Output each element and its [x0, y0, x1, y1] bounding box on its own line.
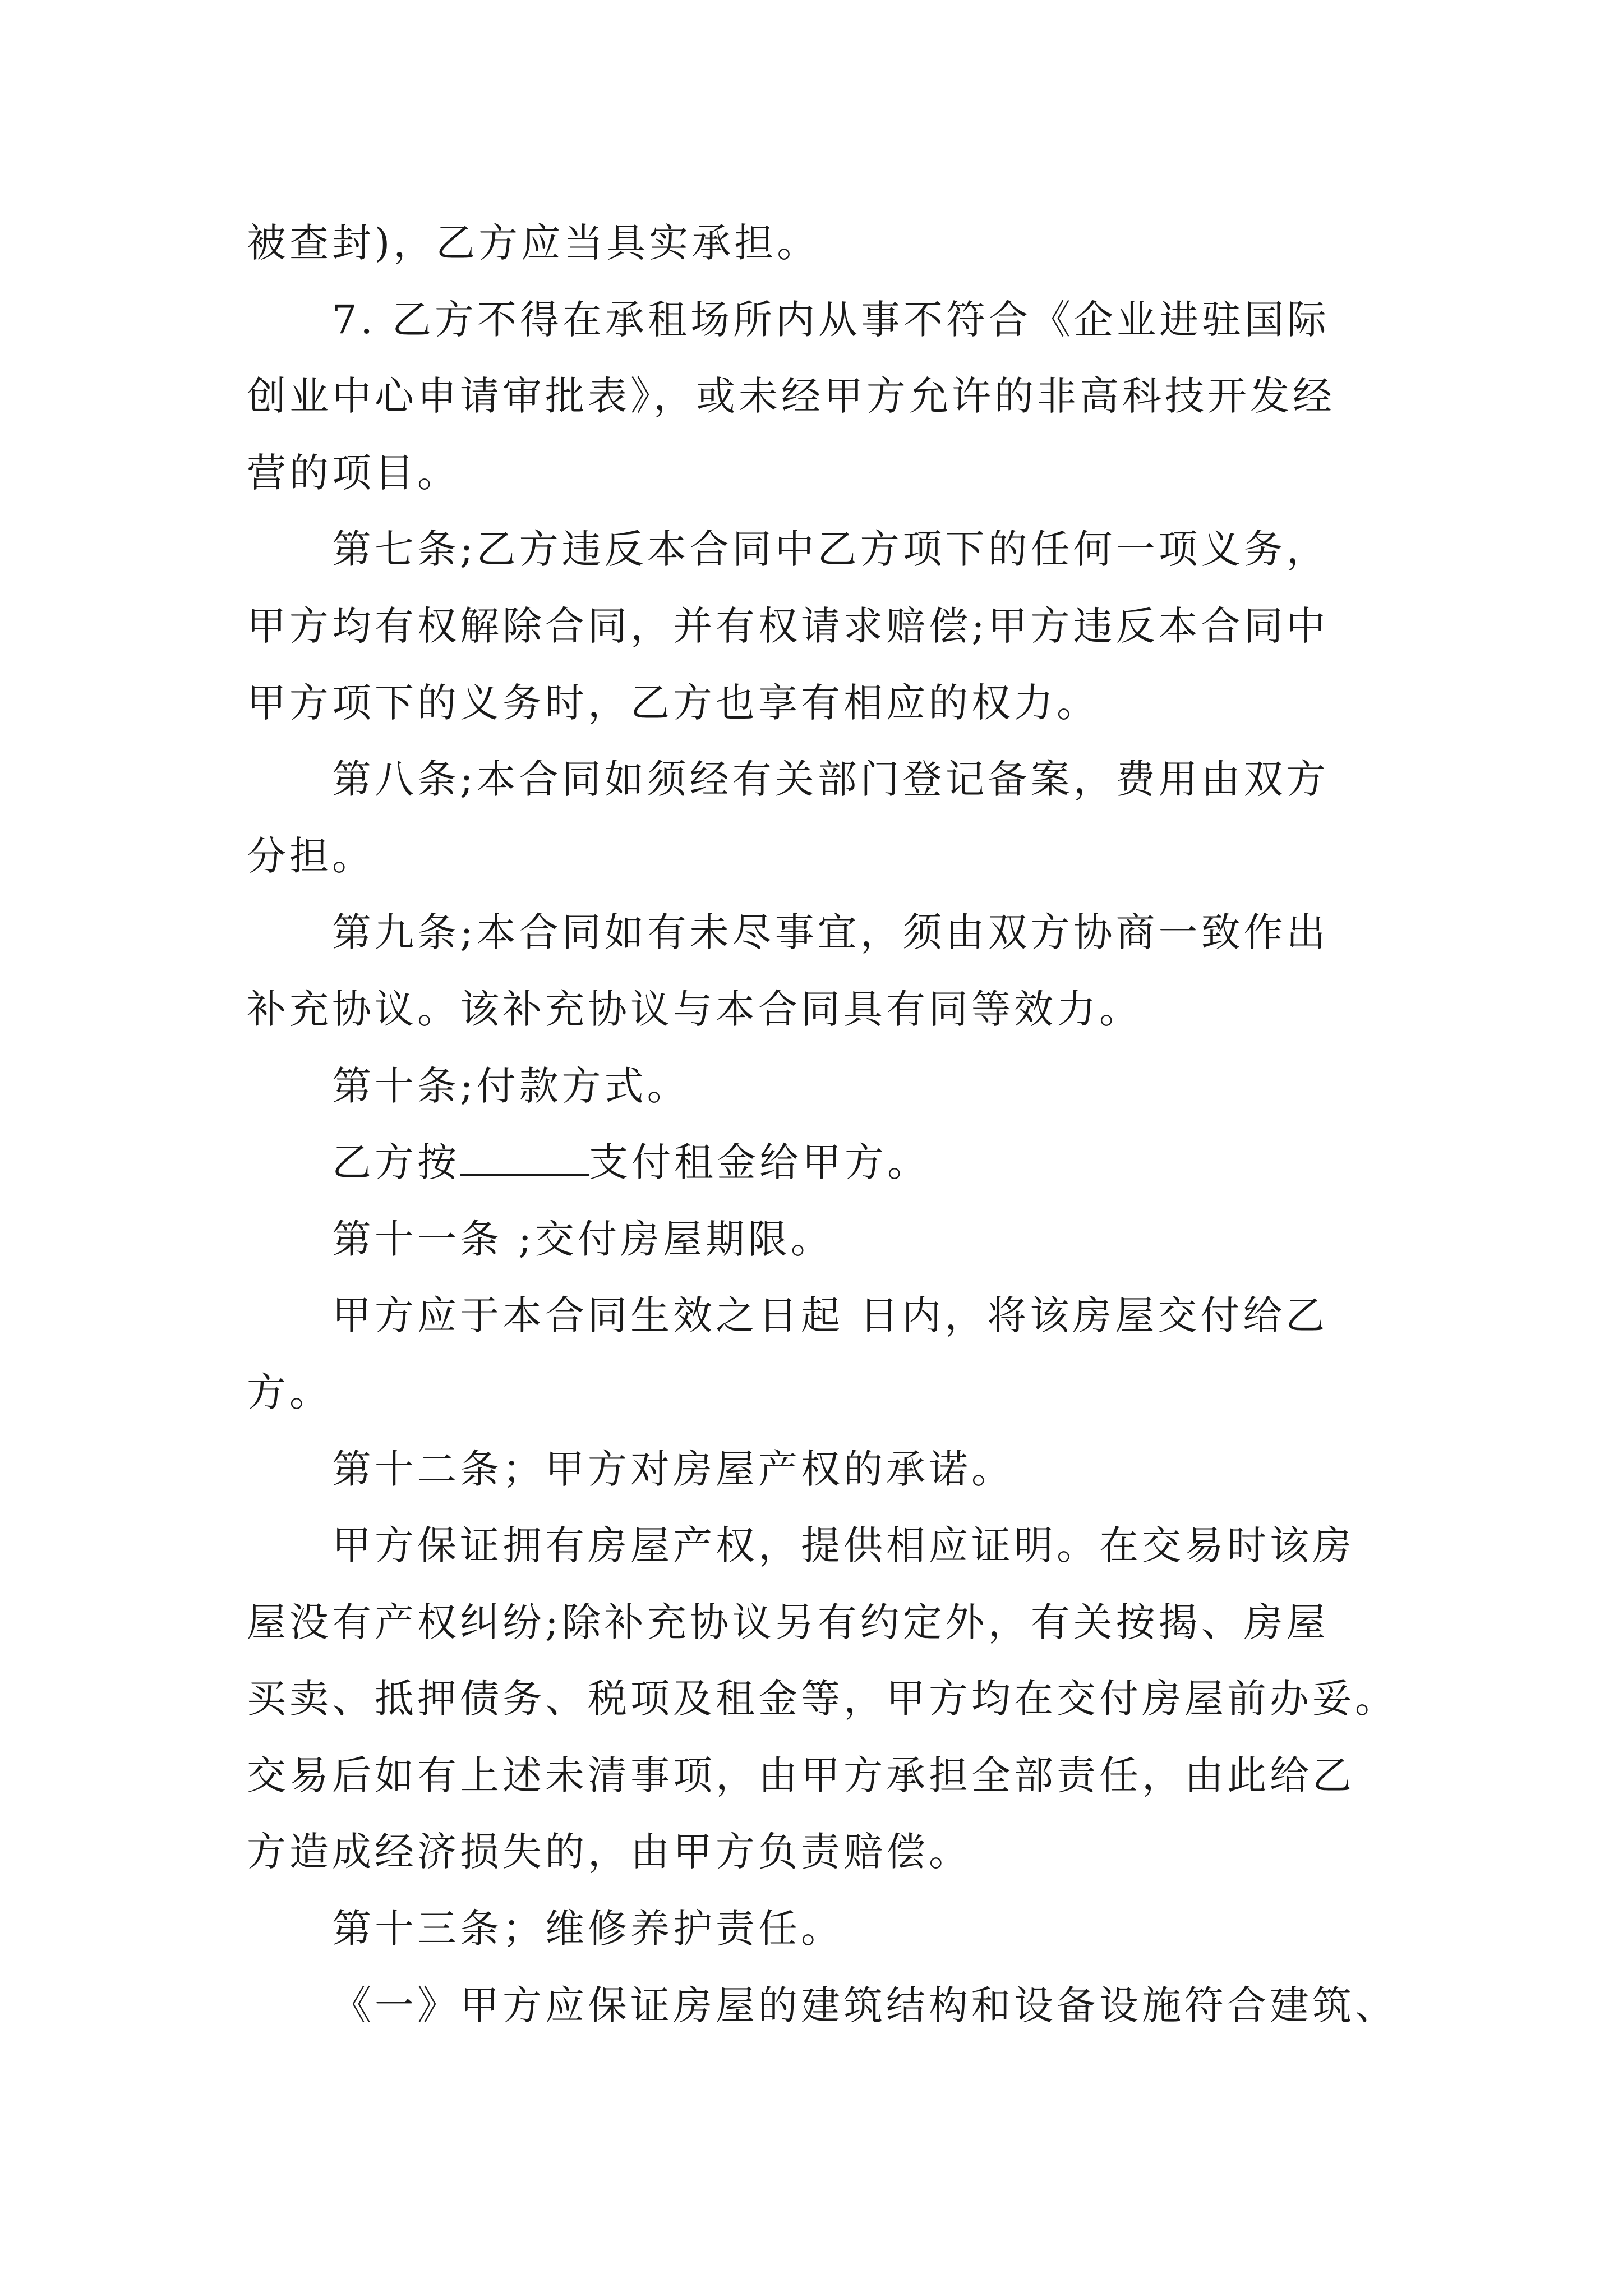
- text-line: 补充协议。该补充协议与本合同具有同等效力。: [247, 986, 1142, 1032]
- text-line: 甲方应于本合同生效之日起 日内，将该房屋交付给乙: [332, 1292, 1329, 1339]
- text-line: 第十一条 ;交付房屋期限。: [332, 1216, 833, 1262]
- text-line: 第十条;付款方式。: [332, 1062, 690, 1109]
- text-line: 《一》甲方应保证房屋的建筑结构和设备设施符合建筑、: [332, 1982, 1398, 2028]
- text-line: 屋没有产权纠纷;除补充协议另有约定外，有关按揭、房屋: [247, 1599, 1329, 1645]
- text-line: 甲方保证拥有房屋产权，提供相应证明。在交易时该房: [332, 1522, 1355, 1569]
- text-line: 方造成经济损失的，由甲方负责赔偿。: [247, 1829, 971, 1875]
- text-line: 营的项目。: [247, 449, 460, 496]
- text-line: 甲方项下的义务时，乙方也享有相应的权力。: [247, 679, 1099, 726]
- text-line: 第八条;本合同如须经有关部门登记备案，费用由双方: [332, 756, 1329, 803]
- text-line: 7. 乙方不得在承租场所内从事不符合《企业进驻国际: [332, 296, 1330, 343]
- text-line: 创业中心申请审批表》，或未经甲方允许的非高科技开发经: [247, 373, 1335, 420]
- contract-body: [247, 205, 1398, 2044]
- text-line: 交易后如有上述未清事项，由甲方承担全部责任，由此给乙: [247, 1752, 1355, 1798]
- text-line: 买卖、抵押债务、税项及租金等，甲方均在交付房屋前办妥。: [247, 1676, 1398, 1722]
- text-line: 第七条;乙方违反本合同中乙方项下的任何一项义务，: [332, 526, 1329, 573]
- text-line: 被查封)，乙方应当具实承担。: [247, 220, 820, 266]
- payment-text-before: 乙方按: [332, 1139, 460, 1186]
- text-line: 分担。: [247, 832, 375, 879]
- payment-line: [247, 1124, 1391, 1201]
- text-line: 第十三条；维修养护责任。: [332, 1906, 843, 1952]
- fill-in-blank: [460, 1140, 589, 1176]
- text-line: 第九条;本合同如有未尽事宜，须由双方协商一致作出: [332, 909, 1329, 956]
- text-line: 甲方均有权解除合同，并有权请求赔偿;甲方违反本合同中: [247, 602, 1329, 649]
- text-line: 第十二条；甲方对房屋产权的承诺。: [332, 1446, 1014, 1492]
- payment-text-after: 支付租金给甲方。: [589, 1139, 930, 1186]
- text-line: 方。: [247, 1369, 332, 1415]
